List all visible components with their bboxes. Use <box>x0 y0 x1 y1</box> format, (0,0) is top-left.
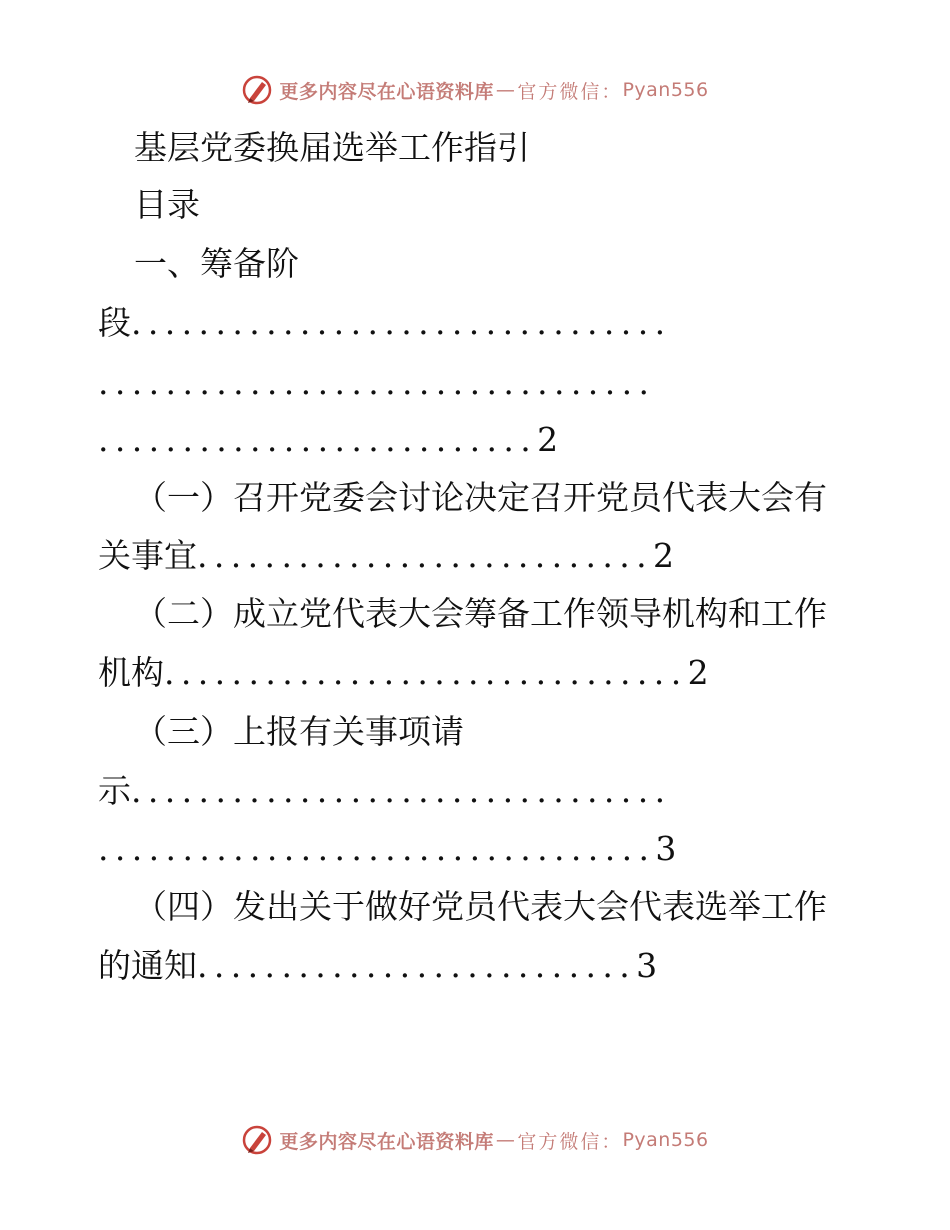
banner-dash: — <box>495 79 516 101</box>
toc-item3-cont <box>98 771 671 811</box>
doc-title: 基层党委换届选举工作指引 <box>134 128 530 167</box>
toc-section1-cont <box>98 303 671 343</box>
dot-leader: .......................... <box>98 420 538 459</box>
toc-item4-text: （四）发出关于做好党员代表大会代表选举工作 <box>134 887 827 926</box>
banner-text: 更多内容尽在心语资料库 <box>279 1130 494 1153</box>
page-number: 2 <box>537 420 559 459</box>
toc-item1-cont <box>98 536 674 576</box>
toc-item4-cont <box>98 946 657 986</box>
dot-leader: ................................ <box>131 771 672 810</box>
header-watermark <box>0 72 950 108</box>
pen-logo-icon <box>241 1124 273 1156</box>
dot-leader: ............................... <box>164 653 688 692</box>
dot-leader: ........................... <box>197 536 654 575</box>
banner-wechat-id: Pyan556 <box>622 1129 709 1151</box>
toc-section1-text2: 段 <box>98 303 131 342</box>
page-number: 3 <box>636 946 658 985</box>
page-number: 2 <box>653 536 675 575</box>
toc-item3-end <box>98 829 676 869</box>
dot-leader: .......................... <box>197 946 637 985</box>
footer-watermark <box>0 1122 950 1158</box>
toc-item2-text: （二）成立党代表大会筹备工作领导机构和工作 <box>134 594 827 633</box>
toc-item2-cont <box>98 653 709 693</box>
toc-section1-leader <box>98 363 655 403</box>
dot-leader: ................................ <box>131 303 672 342</box>
toc-section1-end <box>98 420 558 460</box>
toc-item3-text2: 示 <box>98 771 131 810</box>
toc-item1-text2: 关事宜 <box>98 536 197 575</box>
toc-item3-text: （三）上报有关事项请 <box>134 712 464 751</box>
banner-dash: — <box>495 1129 516 1151</box>
banner-wechat-label: 官方微信： <box>517 80 623 103</box>
toc-item4-text2: 的通知 <box>98 946 197 985</box>
page-number: 3 <box>655 829 677 868</box>
toc-item1-text: （一）召开党委会讨论决定召开党员代表大会有 <box>134 478 827 517</box>
banner-wechat-label: 官方微信： <box>517 1130 623 1153</box>
toc-item2-text2: 机构 <box>98 653 164 692</box>
toc-section1-text: 一、筹备阶 <box>134 244 299 283</box>
banner-text: 更多内容尽在心语资料库 <box>279 80 494 103</box>
dot-leader: ................................. <box>98 829 656 868</box>
pen-logo-icon <box>241 74 273 106</box>
page-number: 2 <box>687 653 709 692</box>
banner-wechat-id: Pyan556 <box>622 79 709 101</box>
toc-heading: 目录 <box>134 185 200 224</box>
dot-leader: ................................. <box>98 363 656 402</box>
